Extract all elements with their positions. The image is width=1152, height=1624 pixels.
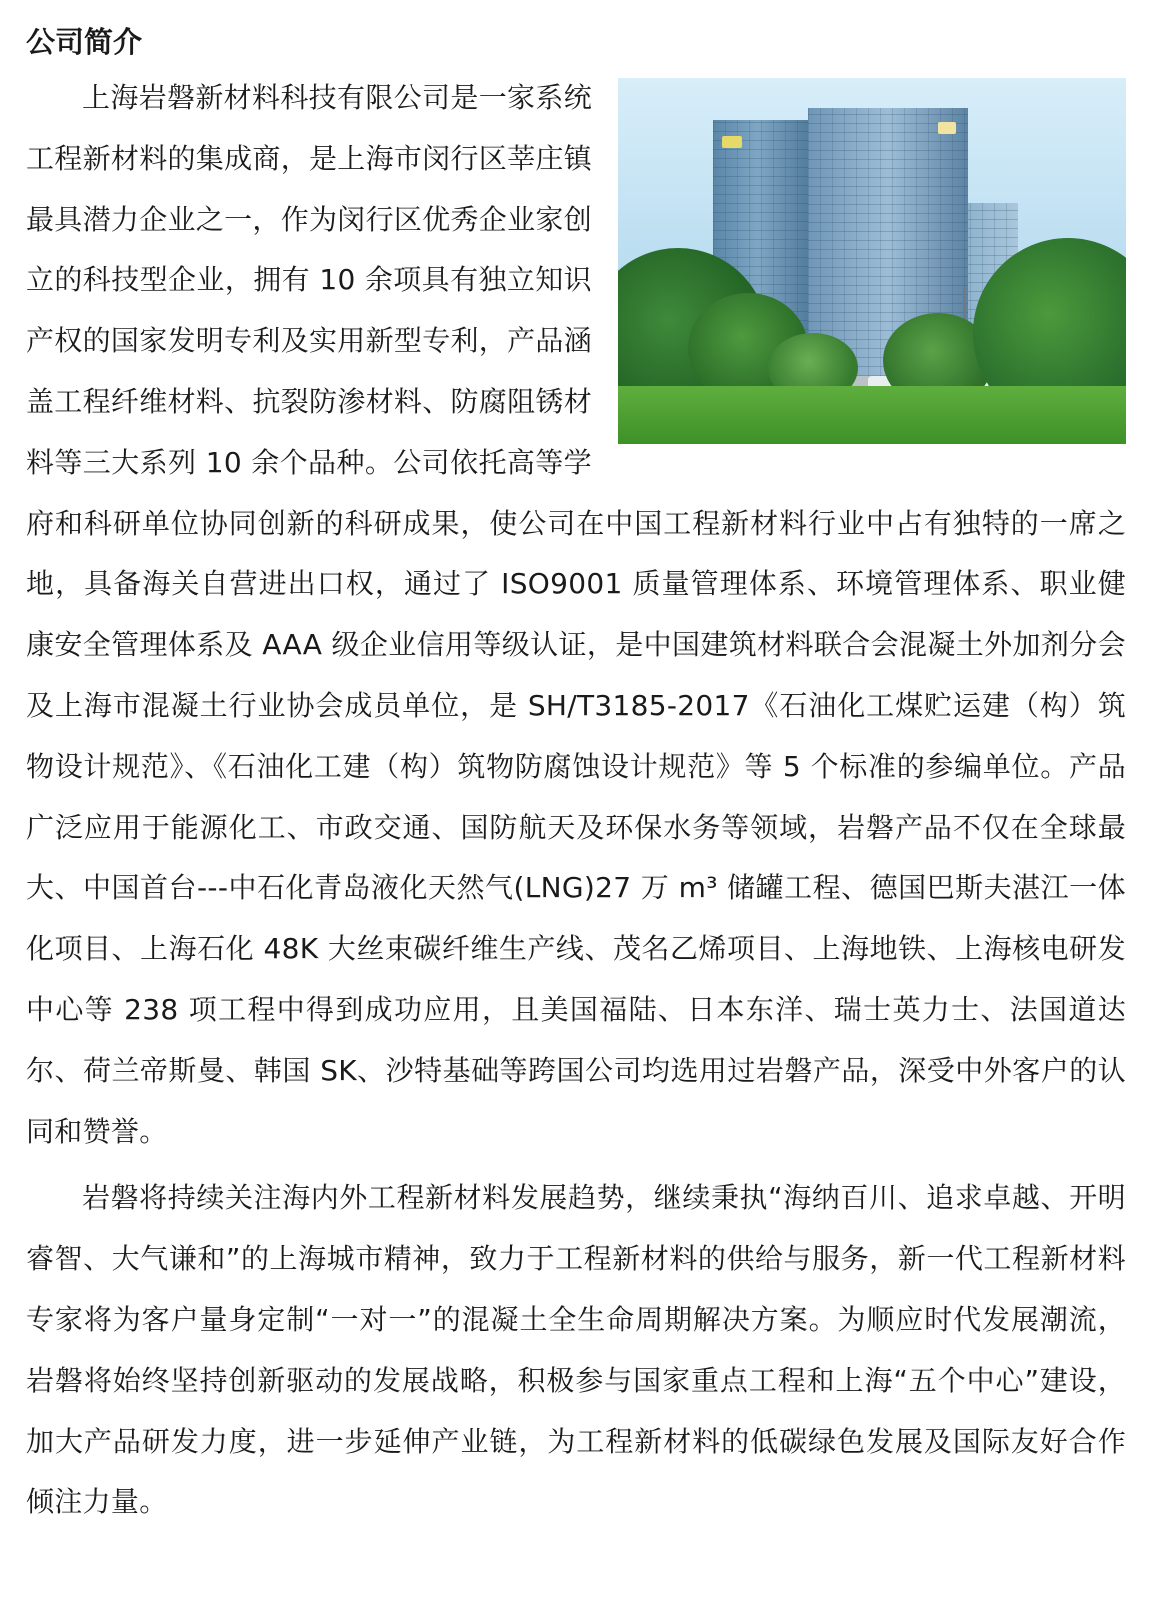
photo-lawn [618,386,1126,444]
building-sign [722,136,742,148]
intro-paragraph: 上海岩磐新材料科技有限公司是一家系统工程新材料的集成商，是上海市闵行区莘庄镇最具潜力企业之一，作为闵行区优秀企业家创立的科技型企业，拥有 10 余项具有独立知识产权的国家发明专利及实用新型专利，产品涵盖工程纤维材料、抗裂防渗材料、防腐阻锈材料等三大系列 10 余个品种。公司依托高等学府和科研单位协同创新的科研成果，使公司在中国工程新材料行业中占有独特的一席之地，具备海关自营进出口权，通过了 ISO9001 质量管理体系、环境管理体系、职业健康安全管理体系及 AAA 级企业信用等级认证，是中国建筑材料联合会混凝土外加剂分会及上海市混凝土行业协会成员单位，是 SH/T3185-2017《石油化工煤贮运建（构）筑物设计规范》、《石油化工建（构）筑物防腐蚀设计规范》等 5 个标准的参编单位。产品广泛应用于能源化工、市政交通、国防航天及环保水务等领域，岩磐产品不仅在全球最大、中国首台---中石化青岛液化天然气(LNG)27 万 m³ 储罐工程、德国巴斯夫湛江一体化项目、上海石化 48K 大丝束碳纤维生产线、茂名乙烯项目、上海地铁、上海核电研发中心等 238 项工程中得到成功应用，且美国福陆、日本东洋、瑞士英力士、法国道达尔、荷兰帝斯曼、韩国 SK、沙特基础等跨国公司均选用过岩磐产品，深受中外客户的认同和赞誉。 [26,81,1126,1148]
office-building-photo [618,78,1126,444]
document-page [26,16,1126,1533]
vision-paragraph: 岩磐将持续关注海内外工程新材料发展趋势，继续秉执“海纳百川、追求卓越、开明睿智、大气谦和”的上海城市精神，致力于工程新材料的供给与服务，新一代工程新材料专家将为客户量身定制“一对一”的混凝土全生命周期解决方案。为顺应时代发展潮流，岩磐将始终坚持创新驱动的发展战略，积极参与国家重点工程和上海“五个中心”建设，加大产品研发力度，进一步延伸产业链，为工程新材料的低碳绿色发展及国际友好合作倾注力量。 [26,1181,1126,1519]
section-title: 公司简介 [26,25,143,59]
building-logo [938,122,956,134]
